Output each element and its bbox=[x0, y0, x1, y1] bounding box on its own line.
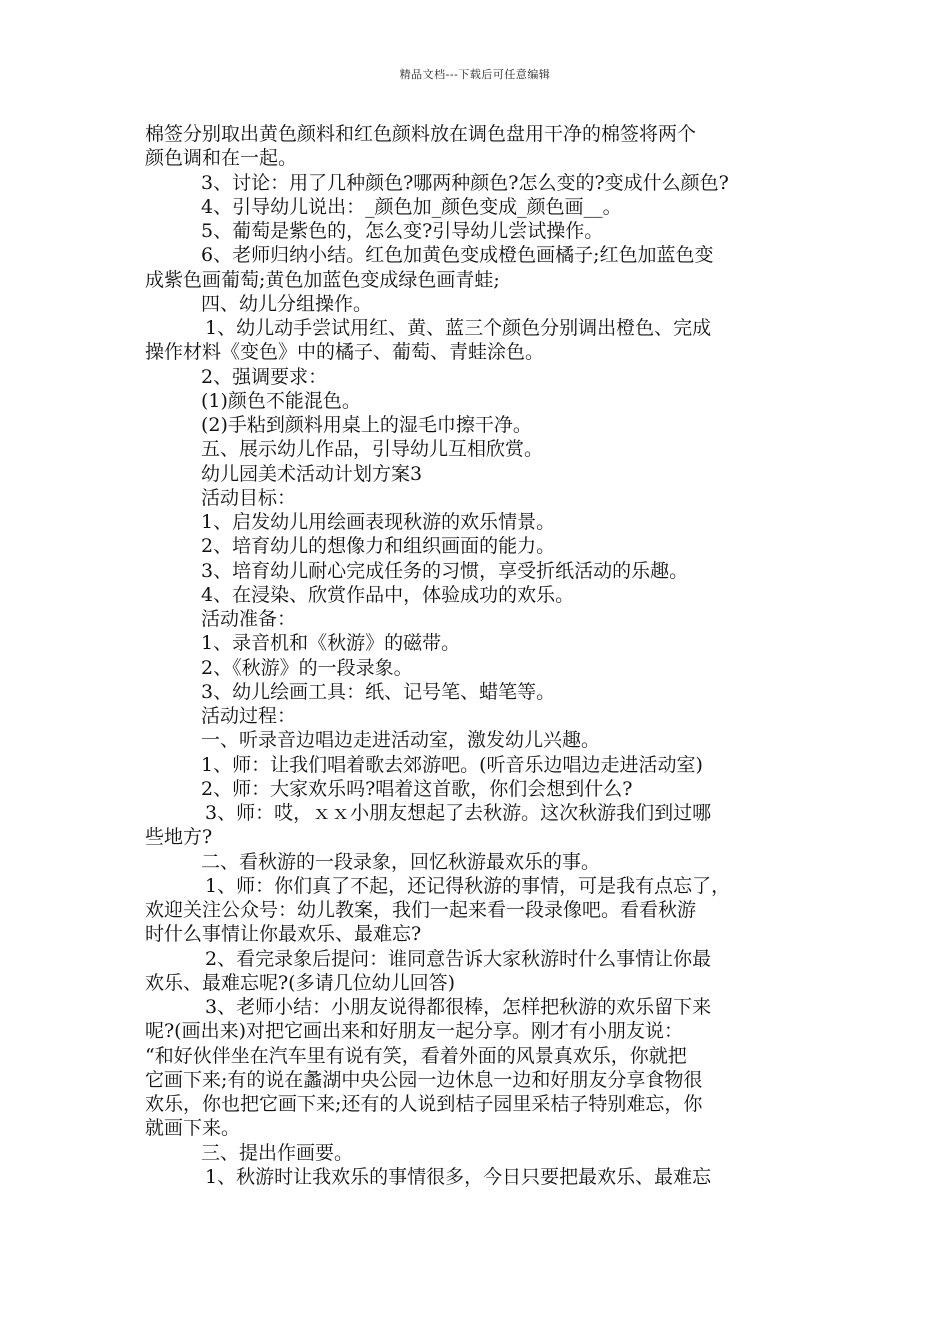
text-line: 1、师：你们真了不起，还记得秋游的事情，可是我有点忘了， bbox=[205, 874, 731, 897]
document-body bbox=[145, 122, 817, 1189]
text-line: 幼儿园美术活动计划方案3 bbox=[201, 462, 423, 485]
text-line: 6、老师归纳小结。红色加黄色变成橙色画橘子;红色加蓝色变 bbox=[201, 244, 714, 267]
text-line: 3、幼儿绘画工具：纸、记号笔、蜡笔等。 bbox=[201, 680, 556, 703]
text-line: 成紫色画葡萄;黄色加蓝色变成绿色画青蛙; bbox=[145, 268, 500, 291]
text-line: 3、讨论：用了几种颜色?哪两种颜色?怎么变的?变成什么颜色? bbox=[201, 171, 729, 194]
text-line: 操作材料《变色》中的橘子、葡萄、青蛙涂色。 bbox=[145, 341, 545, 364]
text-line: (2)手粘到颜料用桌上的湿毛巾擦干净。 bbox=[201, 414, 532, 436]
text-line: 4、在浸染、欣赏作品中，体验成功的欢乐。 bbox=[201, 583, 575, 606]
text-line: 1、秋游时让我欢乐的事情很多，今日只要把最欢乐、最难忘 bbox=[205, 1165, 712, 1188]
text-line: 5、葡萄是紫色的，怎么变?引导幼儿尝试操作。 bbox=[201, 220, 604, 242]
text-line: 活动目标： bbox=[201, 486, 297, 509]
text-line: 2、培育幼儿的想像力和组织画面的能力。 bbox=[201, 535, 556, 558]
text-line: 1、启发幼儿用绘画表现秋游的欢乐情景。 bbox=[201, 511, 556, 533]
text-line: 2、看完录象后提问：谁同意告诉大家秋游时什么事情让你最 bbox=[205, 947, 712, 970]
text-line: 时什么事情让你最欢乐、最难忘? bbox=[145, 923, 422, 946]
text-line: 呢?(画出来)对把它画出来和好朋友一起分享。刚才有小朋友说： bbox=[145, 1020, 684, 1043]
text-line: 3、老师小结：小朋友说得都很棒，怎样把秋游的欢乐留下来 bbox=[205, 996, 712, 1018]
text-line: 3、师：哎，ｘｘ小朋友想起了去秋游。这次秋游我们到过哪 bbox=[205, 802, 712, 824]
text-line: 2、师：大家欢乐吗?唱着这首歌，你们会想到什么? bbox=[201, 777, 633, 800]
text-line: 二、看秋游的一段录象，回忆秋游最欢乐的事。 bbox=[201, 850, 601, 873]
text-line: 颜色调和在一起。 bbox=[145, 147, 298, 170]
text-line: 五、展示幼儿作品，引导幼儿互相欣赏。 bbox=[201, 438, 544, 461]
text-line: 欢乐、最难忘呢?(多请几位幼儿回答) bbox=[145, 971, 456, 994]
text-line: 活动过程： bbox=[201, 705, 297, 727]
text-line: “和好伙伴坐在汽车里有说有笑，看着外面的风景真欢乐，你就把 bbox=[145, 1044, 687, 1067]
text-line: 三、提出作画要。 bbox=[201, 1141, 354, 1164]
text-line: 它画下来;有的说在蠡湖中央公园一边休息一边和好朋友分享食物很 bbox=[145, 1068, 703, 1091]
text-line: 棉签分别取出黄色颜料和红色颜料放在调色盘用干净的棉签将两个 bbox=[145, 123, 697, 145]
text-line: 就画下来。 bbox=[145, 1117, 241, 1140]
text-line: 欢迎关注公众号：幼儿教案，我们一起来看一段录像吧。看看秋游 bbox=[145, 899, 697, 921]
text-line: 1、师：让我们唱着歌去郊游吧。(听音乐边唱边走进活动室) bbox=[201, 753, 703, 776]
text-line: 欢乐，你也把它画下来;还有的人说到桔子园里采桔子特别难忘，你 bbox=[145, 1093, 703, 1115]
text-line: (1)颜色不能混色。 bbox=[201, 389, 361, 412]
text-line: 3、培育幼儿耐心完成任务的习惯，享受折纸活动的乐趣。 bbox=[201, 559, 689, 582]
text-line: 2、强调要求： bbox=[201, 365, 328, 388]
text-line: 一、听录音边唱边走进活动室，激发幼儿兴趣。 bbox=[201, 729, 601, 752]
text-line: 1、录音机和《秋游》的磁带。 bbox=[201, 632, 461, 655]
text-line: 4、引导幼儿说出：_颜色加_颜色变成_颜色画__。 bbox=[201, 195, 622, 218]
text-line: 些地方? bbox=[145, 826, 213, 849]
text-line: 2、《秋游》的一段录象。 bbox=[201, 656, 413, 679]
text-line: 活动准备： bbox=[201, 608, 297, 630]
text-line: 1、幼儿动手尝试用红、黄、蓝三个颜色分别调出橙色、完成 bbox=[205, 317, 712, 339]
text-line: 四、幼儿分组操作。 bbox=[201, 292, 373, 315]
page-header: 精品文档---下载后可任意编辑 bbox=[399, 68, 551, 81]
